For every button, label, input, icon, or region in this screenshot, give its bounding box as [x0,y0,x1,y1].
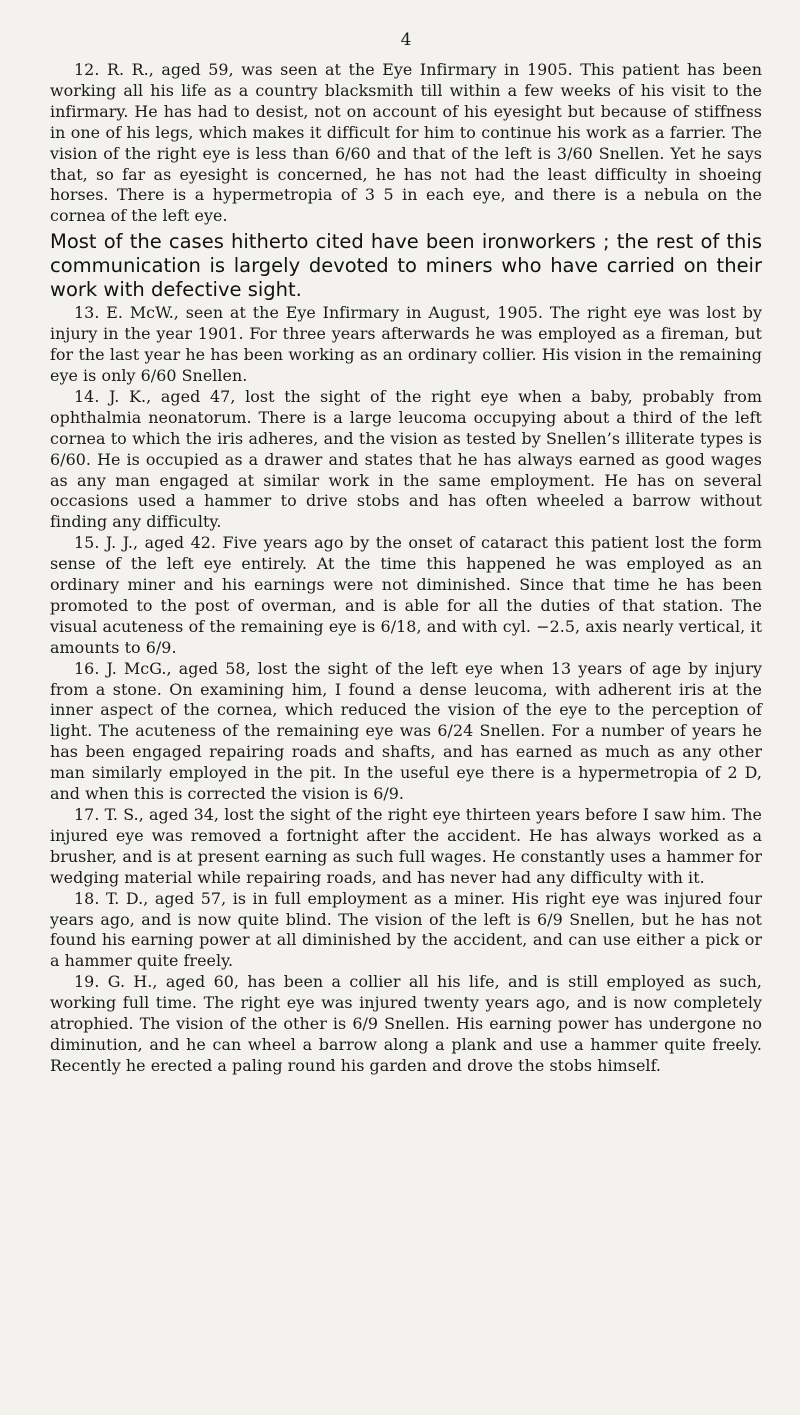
case-14-paragraph: 14. J. K., aged 47, lost the sight of the right eye when a baby, probably from ophthalmia neonatorum. There is a large leucoma occupying about a third of the left cornea to which the iris adheres, and the vision as tested by Snellen’s illiterate types is 6/60. He is occupied as a drawer and states that he has always earned as good wages as any man engaged at similar work in the same employment. He has on several occasions used a hammer to drive stobs and has often wheeled a barrow without finding any difficulty. [50,386,762,532]
case-18-paragraph: 18. T. D., aged 57, is in full employment as a miner. His right eye was injured four years ago, and is now quite blind. The vision of the left is 6/9 Snellen, but he has not found his earning power at all diminished by the accident, and can use either a pick or a hammer quite freely. [50,888,762,971]
document-page [50,30,762,1077]
case-17-paragraph: 17. T. S., aged 34, lost the sight of the right eye thirteen years before I saw him. The injured eye was removed a fortnight after the accident. He has always worked as a brusher, and is at present earning as such full wages. He constantly uses a hammer for wedging material while repairing roads, and has never had any difficulty with it. [50,805,762,887]
case-13-paragraph: 13. E. McW., seen at the Eye Infirmary in August, 1905. The right eye was lost by injury in the year 1901. For three years afterwards he was employed as a fireman, but for the last year he has been working as an ordinary collier. His vision in the remaining eye is only 6/60 Snellen. [50,303,762,385]
case-19-paragraph: 19. G. H., aged 60, has been a collier all his life, and is still employed as such, working full time. The right eye was injured twenty years ago, and is now completely atrophied. The vision of the other is 6/9 Snellen. His earning power has undergone no diminution, and he can wheel a barrow along a plank and use a hammer quite freely. Recently he erected a paling round his garden and drove the stobs himself. [50,972,762,1075]
section-intro-paragraph: Most of the cases hitherto cited have been ironworkers ; the rest of this communication is largely devoted to miners who have carried on their work with defective sight. [50,230,762,302]
case-12-paragraph: 12. R. R., aged 59, was seen at the Eye Infirmary in 1905. This patient has been working all his life as a country blacksmith till within a few weeks of his visit to the infirmary. He has had to desist, not on account of his eyesight but because of stiffness in one of his legs, which makes it difficult for him to continue his work as a farrier. The vision of the right eye is less than 6/60 and that of the left is 3/60 Snellen. Yet he says that, so far as eyesight is concerned, he has not had the least difficulty in shoeing horses. There is a hypermetropia of 3 5 in each eye, and there is a nebula on the cornea of the left eye. [50,60,762,226]
page-number: 4 [400,30,412,50]
case-15-paragraph: 15. J. J., aged 42. Five years ago by the onset of cataract this patient lost the form sense of the left eye entirely. At the time this happened he was employed as an ordinary miner and his earnings were not diminished. Since that time he has been promoted to the post of overman, and is able for all the duties of that station. The visual acuteness of the remaining eye is 6/18, and with cyl. −2.5, axis nearly vertical, it amounts to 6/9. [50,533,762,657]
case-16-paragraph: 16. J. McG., aged 58, lost the sight of the left eye when 13 years of age by injury from a stone. On examining him, I found a dense leucoma, with adherent iris at the inner aspect of the cornea, which reduced the vision of the eye to the perception of light. The acuteness of the remaining eye was 6/24 Snellen. For a number of years he has been engaged repairing roads and shafts, and has earned as much as any other man similarly employed in the pit. In the useful eye there is a hypermetropia of 2 D, and when this is corrected the vision is 6/9. [50,658,762,804]
